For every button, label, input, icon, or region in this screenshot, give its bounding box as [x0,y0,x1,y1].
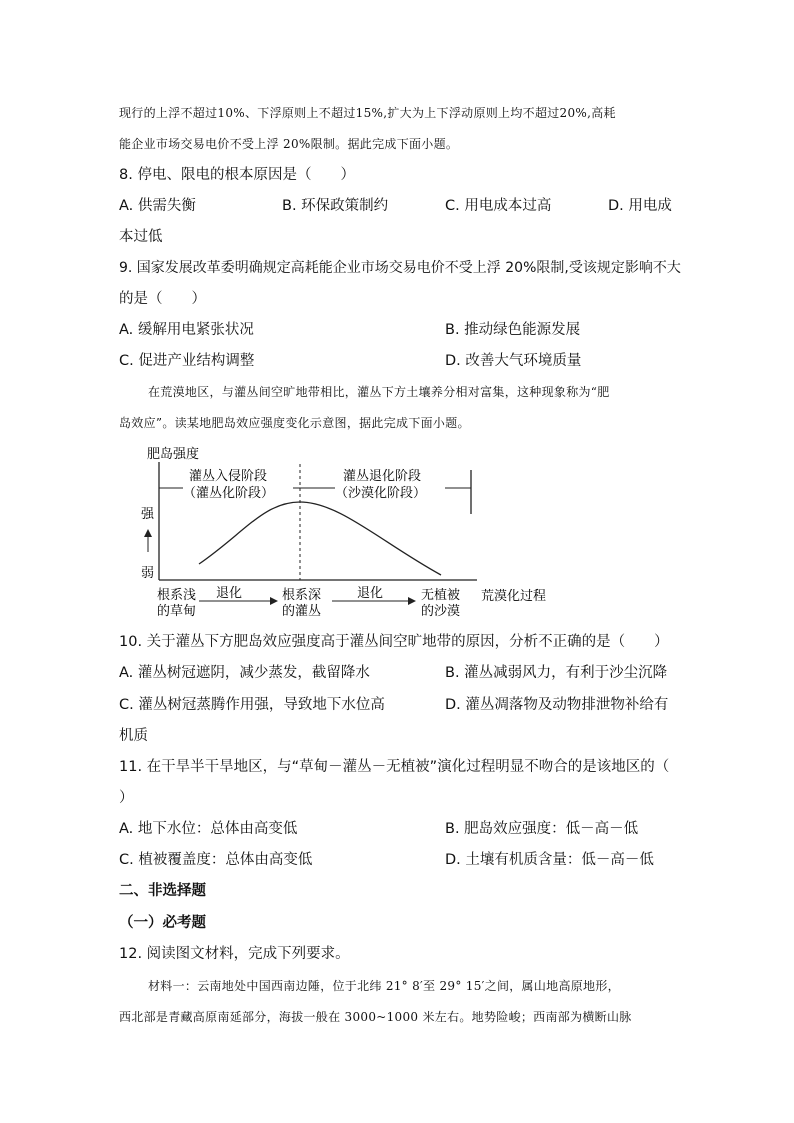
stage1-label-line1: 灌丛入侵阶段 [189,469,268,484]
intro-line-2: 能企业市场交易电价不受上浮 20%限制。据此完成下面小题。 [119,137,459,151]
x-label-shrub-2: 的灌丛 [282,604,322,618]
x-label-desert-1: 无植被 [421,588,461,603]
y-weak-label: 弱 [141,566,155,581]
x-label-meadow-1: 根系浅 [157,588,197,603]
q9-option-a: A. 缓解用电紧张状况 [119,322,254,338]
q8-option-a: A. 供需失衡 [119,198,196,214]
q12-material-line-1: 材料一：云南地处中国西南边陲，位于北纬 21° 8′至 29° 15′之间，属山地高原地形， [148,979,620,993]
q10-option-b: B. 灌丛减弱风力，有利于沙尘沉降 [445,665,668,681]
x-label-desert-2: 的沙漠 [421,604,461,618]
q11-option-c: C. 植被覆盖度：总体由高变低 [119,852,313,868]
stage2-label-line2: （沙漠化阶段） [335,486,427,501]
stage2-label-line1: 灌丛退化阶段 [343,469,422,484]
q8-option-b: B. 环保政策制约 [282,198,389,214]
q9-option-c: C. 促进产业结构调整 [119,353,255,369]
arrow2-label: 退化 [357,586,384,601]
q12-material-line-2: 西北部是青藏高原南延部分，海拔一般在 3000~1000 米左右。地势险峻；西南部为横断山脉 [119,1010,632,1024]
arrow1-label: 退化 [216,586,243,601]
q10-option-d: D. 灌丛凋落物及动物排泄物补给有 [445,697,669,713]
question-12-stem: 12. 阅读图文材料，完成下列要求。 [119,946,350,962]
y-strong-label: 强 [141,507,155,522]
fertile-island-figure [119,438,559,618]
question-11-stem-2: ） [119,790,134,806]
q10-option-a: A. 灌丛树冠遮阴，减少蒸发，截留降水 [119,665,370,681]
question-8-stem: 8. 停电、限电的根本原因是（ ） [119,167,355,183]
intro-line-1: 现行的上浮不超过10%、下浮原则上不超过15%,扩大为上下浮动原则上均不超过20%,高耗 [119,106,616,120]
q11-option-d: D. 土壤有机质含量：低－高－低 [445,852,654,868]
q8-option-c: C. 用电成本过高 [445,198,552,214]
question-10-stem: 10. 关于灌丛下方肥岛效应强度高于灌丛间空旷地带的原因，分析不正确的是（ ） [119,634,669,650]
q10-option-d-wrap: 机质 [119,728,148,744]
x-label-meadow-2: 的草甸 [157,604,197,618]
q8-option-d: D. 用电成 [608,198,672,214]
q11-option-a: A. 地下水位：总体由高变低 [119,821,298,837]
q9-option-b: B. 推动绿色能源发展 [445,322,581,338]
question-11-stem-1: 11. 在干旱半干旱地区，与“草甸－灌丛－无植被”演化过程明显不吻合的是该地区的（ [119,759,670,775]
question-9-stem-1: 9. 国家发展改革委明确规定高耗能企业市场交易电价不受上浮 20%限制,受该规定影响不大 [119,260,681,276]
q9-option-d: D. 改善大气环境质量 [445,353,582,369]
y-axis-title: 肥岛强度 [147,447,200,462]
section-2-title: 二、非选择题 [119,883,206,899]
q8-option-d-wrap: 本过低 [119,229,163,245]
fertile-island-curve [199,502,441,575]
passage-2-line-2: 岛效应”。读某地肥岛效应强度变化示意图，据此完成下面小题。 [119,416,470,430]
x-axis-title: 荒漠化过程 [481,589,547,604]
q10-option-c: C. 灌丛树冠蒸腾作用强，导致地下水位高 [119,697,385,713]
q11-option-b: B. 肥岛效应强度：低－高－低 [445,821,639,837]
section-2-subtitle: （一）必考题 [119,915,206,931]
stage1-label-line2: （灌丛化阶段） [183,486,275,501]
x-label-shrub-1: 根系深 [282,588,322,603]
question-9-stem-2: 的是（ ） [119,291,206,307]
passage-2-line-1: 在荒漠地区，与灌丛间空旷地带相比，灌丛下方土壤养分相对富集，这种现象称为“肥 [148,385,610,399]
